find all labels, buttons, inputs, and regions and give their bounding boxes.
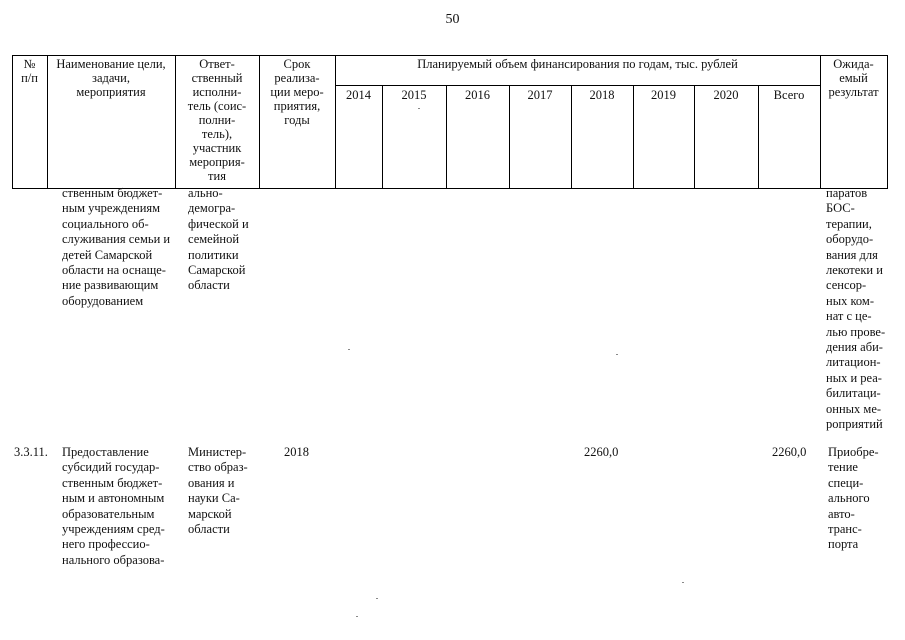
header-term: Срок реализа- ции меро- приятия, годы: [270, 57, 324, 127]
funding-divider: [335, 85, 820, 86]
scan-speck: [682, 582, 684, 583]
row-number: 3.3.11.: [14, 445, 48, 459]
header-responsible: Ответ- ственный исполни- тель (соис- полни- тель), участник мероприя- тия: [187, 57, 247, 183]
header-year: 2018: [589, 88, 615, 102]
row-responsible: Министер- ство образ- ования и науки Са- марской области: [188, 445, 248, 537]
header-year: 2016: [465, 88, 490, 102]
scan-speck: [348, 349, 350, 350]
header-year: 2017: [527, 88, 553, 102]
row-result: Приобре- тение специ- ального авто- транс- порта: [828, 445, 879, 552]
header-year-total: Всего: [773, 88, 805, 102]
header-number: № п/п: [21, 57, 38, 85]
row-name: ственным бюджет- ным учреждениям социального об- служивания семьи и детей Самарской области на оснаще- ние развивающим оборудованием: [62, 186, 171, 308]
header-top-border: [12, 55, 888, 56]
col-border: [335, 55, 336, 189]
table-header: [12, 55, 888, 189]
row-term: 2018: [284, 445, 309, 459]
scan-speck: [376, 598, 378, 599]
header-result: Ожида- емый результат: [828, 57, 879, 99]
header-year: 2014: [346, 88, 371, 102]
page-number: 50: [445, 12, 460, 27]
col-border: [887, 55, 888, 189]
row-responsible: ально- демогра- фической и семейной политики Самарской области: [188, 186, 249, 293]
scan-speck: [356, 616, 358, 617]
header-year: 2015: [401, 88, 427, 102]
header-year: 2020: [713, 88, 739, 102]
scan-speck: [616, 354, 618, 355]
scan-speck: [418, 108, 420, 109]
header-year: 2019: [651, 88, 676, 102]
row-result: паратов БОС- терапии, оборудо- вания для лекотеки и сенсор- ных ком- нат с це- лью прове- дения аби- литацион- ных и реа- билитаци- онных ме- роприятий: [826, 186, 886, 432]
row-value-total: 2260,0: [772, 445, 807, 459]
row-name: Предоставление субсидий государ- ственным бюджет- ным и автономным образовательным учреждениям сред- него профессио- нального образова-: [62, 445, 165, 567]
header-funding: Планируемый объем финансирования по годам, тыс. рублей: [417, 57, 738, 71]
header-name: Наименование цели, задачи, мероприятия: [56, 57, 166, 99]
row-value-2018: 2260,0: [584, 445, 619, 459]
